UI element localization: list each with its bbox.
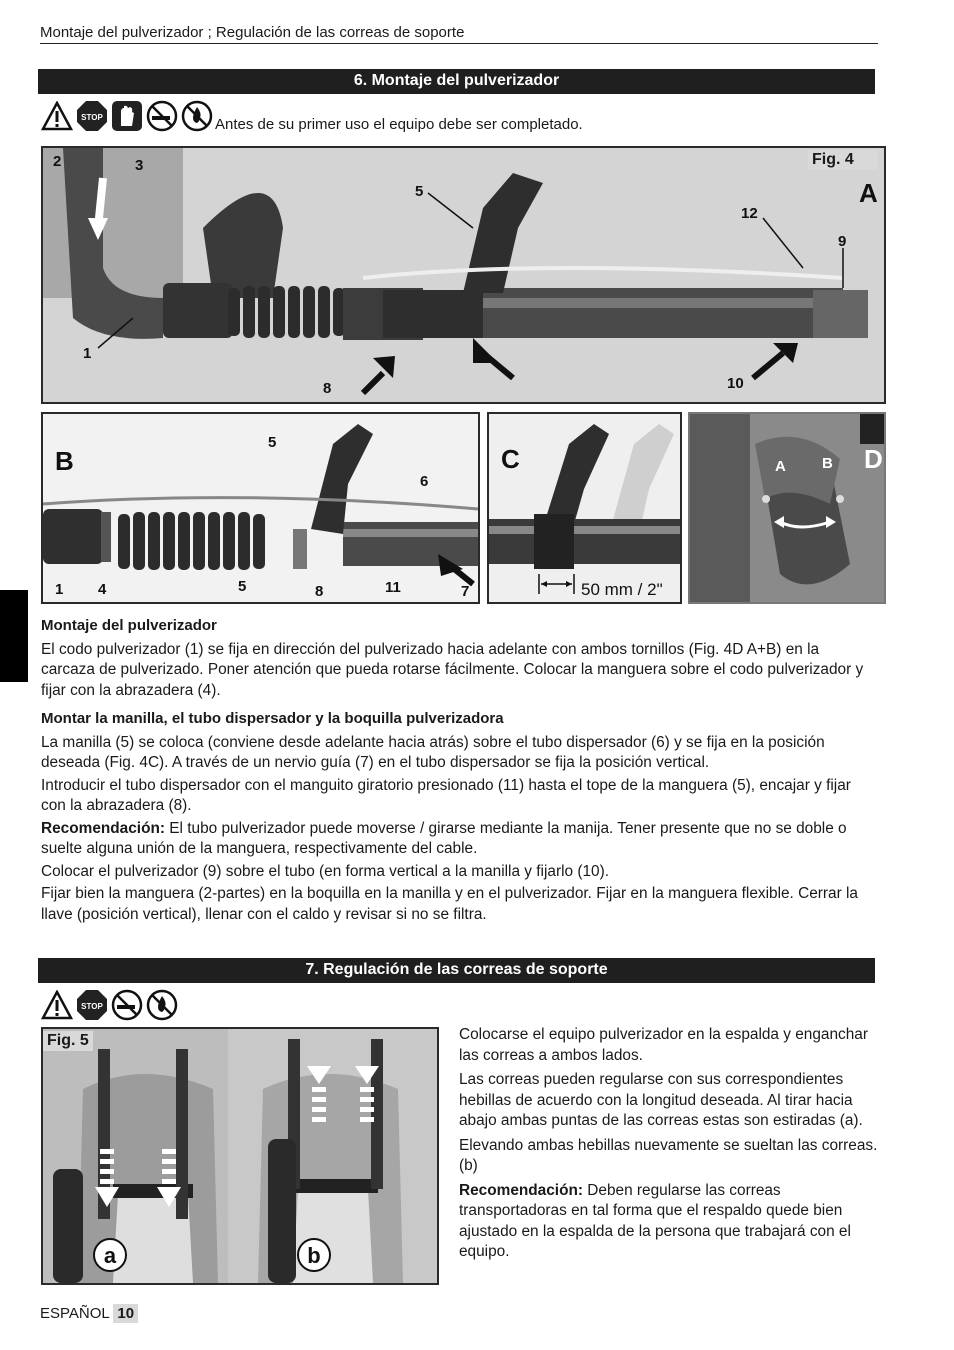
paragraph-manguera: Fijar bien la manguera (2-partes) en la boquilla en la manilla y en el pulverizador. Fijar en la manguera flexible. Cerrar la llave (posición vertical), llenar con el caldo y revisar si no se filtra.: [41, 885, 858, 923]
svg-text:STOP: STOP: [81, 113, 103, 122]
no-fire-icon: [181, 100, 213, 132]
panel-c-measure: 50 mm / 2": [581, 580, 663, 599]
paragraph-codo: El codo pulverizador (1) se fija en dirección del pulverizado hacia adelante con ambos tornillos (Fig. 4D A+B) en la carcaza de pulverizado. Poner atención que pueda rotarse fácilmente. Colocar la manguera sobre el codo pulverizador y fijar con la abrazadera (4).: [41, 640, 864, 699]
fig4-photo-d: [688, 412, 886, 604]
callout-9: 9: [838, 233, 847, 250]
stop-icon: [76, 989, 108, 1021]
stop-icon: [76, 100, 108, 132]
warning-icon: [41, 100, 73, 132]
fig5-label-a: a: [103, 1243, 117, 1268]
paragraph-colocarse: Colocarse el equipo pulverizador en la espalda y enganchar las correas a ambos lados.: [459, 1026, 868, 1064]
callout-5: 5: [415, 183, 424, 200]
callout-b-7: 7: [461, 583, 470, 600]
recomendacion-text-7: Deben regularse las correas transportadoras en tal forma que el respaldo quede bien ajustado en la espalda de la persona que trabajará con el equipo.: [459, 1181, 851, 1260]
no-smoking-icon: [146, 100, 178, 132]
page-number: 10: [113, 1304, 138, 1323]
recomendacion-label: Recomendación:: [41, 819, 166, 837]
footer-language: ESPAÑOL: [40, 1305, 110, 1322]
paragraph-manilla: La manilla (5) se coloca (conviene desde adelante hacia atrás) sobre el tubo dispersador (6) y se fija en la posición deseada (Fig. 4C). A través de un nervio guía (7) en el tubo dispersador se fija la posición vertical.: [41, 733, 825, 771]
callout-b-1: 1: [55, 581, 64, 598]
svg-text:STOP: STOP: [81, 1002, 103, 1011]
callout-10: 10: [727, 375, 744, 392]
subheading-montaje: Montaje del pulverizador: [41, 617, 217, 634]
no-fire-icon: [146, 989, 178, 1021]
panel-d-callout-b: B: [822, 455, 833, 472]
callout-b-4: 4: [98, 581, 107, 598]
callout-2: 2: [53, 153, 62, 170]
callout-b-11: 11: [385, 579, 401, 596]
paragraph-pulverizador: Colocar el pulverizador (9) sobre el tubo (en forma vertical a la manilla y fijarlo (10).: [41, 862, 609, 880]
section-6-intro: Antes de su primer uso el equipo debe ser completado.: [215, 116, 583, 133]
safety-icons-row-6: [41, 100, 213, 132]
fig4-photo-c: [487, 412, 682, 604]
callout-12: 12: [741, 205, 758, 222]
paragraph-correas: Las correas pueden regularse con sus correspondientes hebillas de acuerdo con la longitud deseada. Al tirar hacia abajo ambas puntas de las correas estas son estiradas (a).: [459, 1071, 863, 1129]
callout-b-5-top: 5: [268, 434, 277, 451]
panel-d-letter: D: [864, 444, 883, 474]
paragraph-hebillas: Elevando ambas hebillas nuevamente se sueltan las correas. (b): [459, 1136, 878, 1174]
language-side-tab: [0, 590, 28, 682]
fig4-photo-b: [41, 412, 480, 604]
callout-b-8: 8: [315, 583, 324, 600]
fig5-label-b: b: [307, 1243, 321, 1268]
fig5-photo: [41, 1027, 439, 1285]
fig4-photo-a: [41, 146, 886, 404]
panel-c-letter: C: [501, 444, 520, 474]
paragraph-tubo: Introducir el tubo dispersador con el manguito giratorio presionado (11) hasta el tope de la manguera (5), encajar y fijar con la abrazadera (8).: [41, 776, 851, 814]
subheading-manilla: Montar la manilla, el tubo dispersador y la boquilla pulverizadora: [41, 710, 504, 727]
section-7-body: [459, 1025, 884, 1267]
safety-icons-row-7: [41, 989, 178, 1021]
page-footer: [40, 1305, 138, 1322]
section-6-body: [41, 616, 871, 927]
callout-3: 3: [135, 157, 144, 174]
panel-b-letter: B: [55, 446, 74, 476]
fig5-label: Fig. 5: [43, 1031, 93, 1051]
section-7-title: 7. Regulación de las correas de soporte: [38, 958, 875, 983]
warning-icon: [41, 989, 73, 1021]
paragraph-recomendacion: [41, 819, 871, 860]
callout-b-6: 6: [420, 473, 429, 490]
panel-d-callout-a: A: [775, 458, 786, 475]
callout-b-5: 5: [238, 578, 247, 595]
fig4-label: Fig. 4: [808, 150, 878, 170]
running-header: Montaje del pulverizador ; Regulación de las correas de soporte: [40, 24, 878, 44]
paragraph-recomendacion-7: [459, 1181, 884, 1263]
callout-8: 8: [323, 380, 332, 397]
recomendacion-text: El tubo pulverizador puede moverse / girarse mediante la manija. Tener presente que no se doble o suelte alguna unión de la manguera, respectivamente del cable.: [41, 819, 847, 857]
gloves-icon: [111, 100, 143, 132]
section-6-title: 6. Montaje del pulverizador: [38, 69, 875, 94]
panel-a-letter: A: [859, 178, 878, 208]
callout-1: 1: [83, 345, 92, 362]
recomendacion-label-7: Recomendación:: [459, 1181, 584, 1199]
no-smoking-icon: [111, 989, 143, 1021]
